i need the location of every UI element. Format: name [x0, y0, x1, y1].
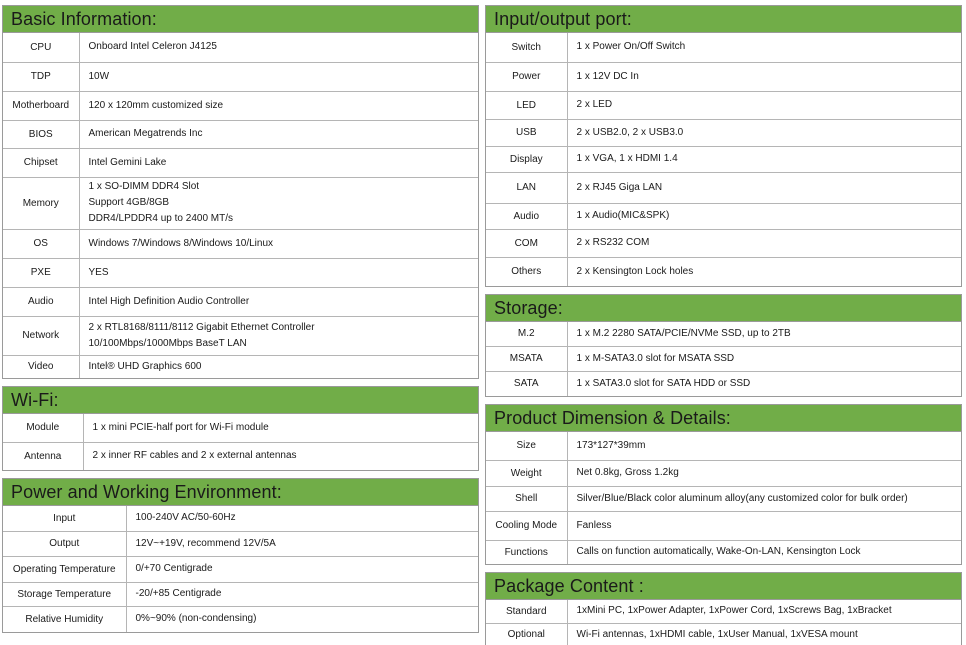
spec-value: [79, 229, 478, 258]
spec-label: Audio: [3, 287, 79, 316]
spec-row: [3, 177, 478, 229]
spec-label: Weight: [486, 460, 567, 486]
spec-value: [567, 600, 961, 623]
spec-value-line: 1 x M.2 2280 SATA/PCIE/NVMe SSD, up to 2TB: [576, 327, 791, 339]
spec-label: Others: [486, 257, 567, 286]
spec-table: [3, 506, 478, 632]
section-title: Basic Information:: [3, 6, 478, 33]
spec-label: Memory: [3, 177, 79, 229]
spec-value-line: Silver/Blue/Black color aluminum alloy(any customized color for bulk order): [576, 492, 908, 504]
spec-row: [486, 432, 961, 460]
spec-value: [567, 322, 961, 346]
spec-value: [126, 556, 478, 582]
spec-row: [3, 355, 478, 378]
spec-value: [567, 346, 961, 371]
section-title: Input/output port:: [486, 6, 961, 33]
spec-value: [567, 371, 961, 396]
spec-table: [3, 33, 478, 378]
spec-table: [486, 432, 961, 564]
section-power: [2, 478, 479, 633]
section-package: [485, 572, 962, 645]
spec-value: [567, 119, 961, 146]
spec-label: Network: [3, 316, 79, 355]
spec-table: [486, 322, 961, 396]
spec-value: [567, 540, 961, 564]
section-basic: [2, 5, 479, 379]
spec-value: [126, 606, 478, 632]
spec-label: PXE: [3, 258, 79, 287]
spec-value-line: 1 x mini PCIE-half port for Wi-Fi module: [92, 421, 269, 433]
spec-value-line: 100-240V AC/50-60Hz: [135, 512, 236, 524]
spec-label: Switch: [486, 33, 567, 62]
section-wifi: [2, 386, 479, 471]
spec-value-line: 120 x 120mm customized size: [88, 99, 224, 111]
spec-table: [486, 33, 961, 286]
section-dimension: [485, 404, 962, 565]
spec-value-line: YES: [88, 266, 109, 278]
spec-row: [3, 531, 478, 556]
spec-value: [567, 146, 961, 172]
spec-label: M.2: [486, 322, 567, 346]
spec-value-line: 2 x RJ45 Giga LAN: [576, 181, 663, 193]
spec-row: [3, 91, 478, 120]
spec-row: [3, 258, 478, 287]
spec-value: [79, 120, 478, 148]
spec-value: [79, 258, 478, 287]
spec-label: MSATA: [486, 346, 567, 371]
spec-value-line: Support 4GB/8GB: [88, 197, 170, 208]
spec-label: Size: [486, 432, 567, 460]
spec-value: [567, 172, 961, 203]
spec-value: [567, 460, 961, 486]
spec-row: [486, 203, 961, 229]
spec-value-line: 2 x RS232 COM: [576, 237, 650, 248]
spec-label: Relative Humidity: [3, 606, 126, 632]
spec-value-line: 2 x inner RF cables and 2 x external antennas: [92, 450, 297, 462]
section-title: Storage:: [486, 295, 961, 322]
spec-row: [3, 414, 478, 442]
spec-value-line: 2 x LED: [576, 99, 613, 110]
spec-value-line: Onboard Intel Celeron J4125: [88, 41, 217, 53]
spec-value-line: 1 x SATA3.0 slot for SATA HDD or SSD: [576, 377, 751, 389]
spec-value: [567, 91, 961, 119]
spec-value-line: 0%~90% (non-condensing): [135, 613, 257, 625]
spec-row: [486, 460, 961, 486]
spec-value-line: 10W: [88, 70, 110, 82]
spec-value-line: DDR4/LPDDR4 up to 2400 MT/s: [88, 213, 234, 224]
spec-row: [3, 287, 478, 316]
spec-table: [486, 600, 961, 645]
spec-value: [79, 91, 478, 120]
spec-row: [3, 62, 478, 91]
right-column: [485, 5, 962, 645]
spec-value-line: 1xMini PC, 1xPower Adapter, 1xPower Cord, 1xScrews Bag, 1xBracket: [576, 605, 892, 617]
spec-label: Cooling Mode: [486, 511, 567, 540]
spec-row: [3, 33, 478, 62]
spec-row: [486, 346, 961, 371]
spec-value-line: 1 x M-SATA3.0 slot for MSATA SSD: [576, 352, 735, 364]
spec-row: [486, 371, 961, 396]
spec-value: [567, 511, 961, 540]
spec-row: [486, 600, 961, 623]
spec-value-line: Windows 7/Windows 8/Windows 10/Linux: [88, 237, 274, 249]
spec-value-line: Calls on function automatically, Wake-On-LAN, Kensington Lock: [576, 546, 861, 558]
spec-label: Chipset: [3, 148, 79, 177]
spec-value: [567, 203, 961, 229]
spec-value: [79, 62, 478, 91]
spec-value-line: 1 x Audio(MIC&SPK): [576, 210, 670, 221]
spec-row: [486, 623, 961, 645]
spec-label: Motherboard: [3, 91, 79, 120]
spec-row: [3, 442, 478, 470]
spec-row: [486, 229, 961, 257]
spec-label: Display: [486, 146, 567, 172]
spec-label: Audio: [486, 203, 567, 229]
spec-value: [79, 287, 478, 316]
spec-row: [486, 146, 961, 172]
spec-label: Video: [3, 355, 79, 378]
spec-value-line: 2 x USB2.0, 2 x USB3.0: [576, 126, 684, 138]
spec-value: [79, 316, 478, 355]
spec-row: [486, 91, 961, 119]
spec-value-line: 1 x VGA, 1 x HDMI 1.4: [576, 153, 678, 164]
spec-row: [3, 582, 478, 606]
spec-value: [567, 229, 961, 257]
spec-label: LAN: [486, 172, 567, 203]
spec-value: [567, 623, 961, 645]
spec-label: BIOS: [3, 120, 79, 148]
spec-value: [126, 506, 478, 531]
spec-label: Power: [486, 62, 567, 91]
spec-value: [567, 62, 961, 91]
spec-table: [3, 414, 478, 470]
spec-value: [79, 33, 478, 62]
spec-row: [3, 229, 478, 258]
spec-value-line: 1 x Power On/Off Switch: [576, 41, 686, 53]
spec-label: Functions: [486, 540, 567, 564]
spec-value-line: 2 x Kensington Lock holes: [576, 265, 694, 277]
spec-row: [3, 556, 478, 582]
spec-value-line: 1 x SO-DIMM DDR4 Slot: [88, 181, 200, 192]
spec-label: TDP: [3, 62, 79, 91]
spec-value: [126, 531, 478, 556]
spec-value: [567, 486, 961, 511]
section-title: Product Dimension & Details:: [486, 405, 961, 432]
spec-value: [567, 33, 961, 62]
spec-value: [83, 414, 478, 442]
spec-value-line: Net 0.8kg, Gross 1.2kg: [576, 467, 679, 478]
spec-row: [3, 606, 478, 632]
spec-value-line: -20/+85 Centigrade: [135, 588, 222, 599]
spec-label: Storage Temperature: [3, 582, 126, 606]
spec-label: LED: [486, 91, 567, 119]
spec-value: [567, 432, 961, 460]
section-title: Wi-Fi:: [3, 387, 478, 414]
spec-row: [3, 120, 478, 148]
spec-row: [486, 33, 961, 62]
section-title: Package Content :: [486, 573, 961, 600]
spec-label: Shell: [486, 486, 567, 511]
spec-label: Antenna: [3, 442, 83, 470]
spec-label: USB: [486, 119, 567, 146]
left-column: [2, 5, 479, 640]
spec-label: Output: [3, 531, 126, 556]
spec-row: [486, 486, 961, 511]
spec-label: SATA: [486, 371, 567, 396]
spec-value-line: 12V~+19V, recommend 12V/5A: [135, 537, 276, 549]
spec-label: Input: [3, 506, 126, 531]
spec-row: [486, 322, 961, 346]
spec-value: [79, 148, 478, 177]
spec-value-line: 10/100Mbps/1000Mbps BaseT LAN: [88, 337, 247, 349]
spec-value: [126, 582, 478, 606]
spec-label: Operating Temperature: [3, 556, 126, 582]
spec-row: [486, 511, 961, 540]
spec-row: [486, 62, 961, 91]
section-storage: [485, 294, 962, 397]
spec-value-line: 1 x 12V DC In: [576, 70, 639, 82]
spec-row: [486, 172, 961, 203]
spec-row: [486, 119, 961, 146]
spec-label: OS: [3, 229, 79, 258]
spec-value: [567, 257, 961, 286]
spec-value: [79, 177, 478, 229]
spec-label: Module: [3, 414, 83, 442]
spec-row: [486, 257, 961, 286]
spec-row: [486, 540, 961, 564]
spec-label: Optional: [486, 623, 567, 645]
spec-value: [83, 442, 478, 470]
spec-row: [3, 316, 478, 355]
spec-value-line: 0/+70 Centigrade: [135, 563, 213, 574]
spec-value-line: 2 x RTL8168/8111/8112 Gigabit Ethernet Controller: [88, 321, 315, 333]
spec-label: CPU: [3, 33, 79, 62]
spec-value-line: Fanless: [576, 519, 612, 531]
spec-label: COM: [486, 229, 567, 257]
spec-label: Standard: [486, 600, 567, 623]
spec-row: [3, 148, 478, 177]
spec-value-line: Intel® UHD Graphics 600: [88, 360, 202, 372]
spec-row: [3, 506, 478, 531]
spec-value: [79, 355, 478, 378]
spec-value-line: American Megatrends Inc: [88, 128, 203, 139]
section-io: [485, 5, 962, 287]
spec-value-line: 173*127*39mm: [576, 439, 646, 451]
section-title: Power and Working Environment:: [3, 479, 478, 506]
spec-value-line: Intel High Definition Audio Controller: [88, 295, 250, 307]
spec-value-line: Wi-Fi antennas, 1xHDMI cable, 1xUser Manual, 1xVESA mount: [576, 628, 858, 640]
spec-value-line: Intel Gemini Lake: [88, 156, 167, 168]
